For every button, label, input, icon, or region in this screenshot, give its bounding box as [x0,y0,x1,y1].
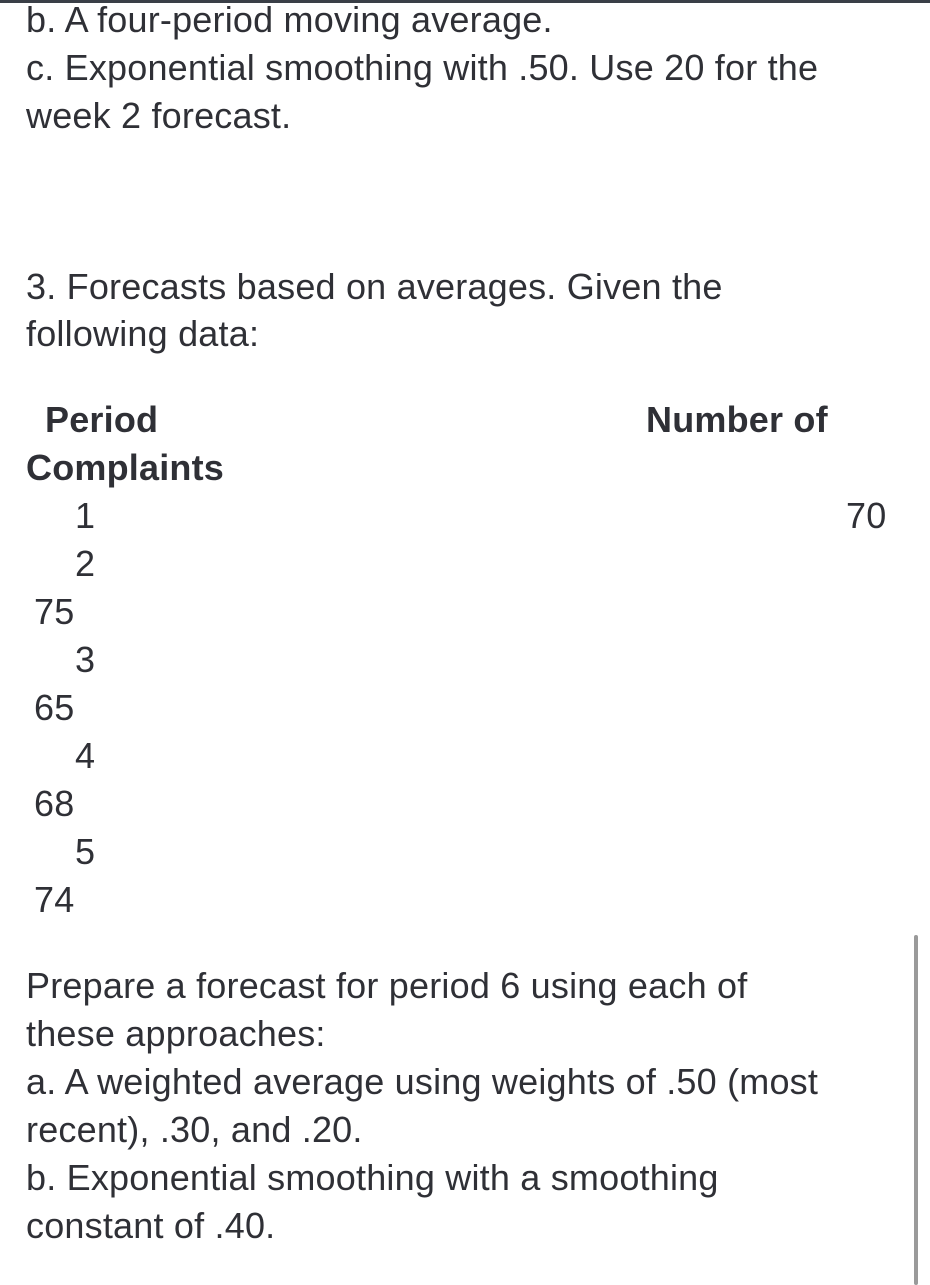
item-c-text-line2: week 2 forecast. [26,95,292,136]
table-cell-period-5: 5 [75,831,96,872]
vertical-scrollbar[interactable] [914,935,918,1285]
table-cell-period-3: 3 [75,639,96,680]
problem-3-intro-line2: following data: [26,313,260,354]
problem-3-intro-line1: 3. Forecasts based on averages. Given the [26,266,723,307]
table-cell-period-2: 2 [75,543,96,584]
table-header-period: Period [45,399,159,440]
table-cell-complaints-3: 65 [34,687,75,728]
instructions-line2: these approaches: [26,1013,326,1054]
table-cell-period-1: 1 [75,495,96,536]
table-cell-period-4: 4 [75,735,96,776]
table-header-number-of: Number of [646,399,828,440]
instruction-a-line2: recent), .30, and .20. [26,1109,363,1150]
item-c-text-line1: c. Exponential smoothing with .50. Use 20 for the [26,47,819,88]
table-cell-complaints-2: 75 [34,591,75,632]
instructions-line1: Prepare a forecast for period 6 using each of [26,965,748,1006]
instruction-a-line1: a. A weighted average using weights of .50 (most [26,1061,819,1102]
table-cell-complaints-4: 68 [34,783,75,824]
table-cell-complaints-5: 74 [34,879,75,920]
item-b-text: b. A four-period moving average. [26,0,553,40]
instruction-b-line1: b. Exponential smoothing with a smoothing [26,1157,719,1198]
table-cell-complaints-1: 70 [846,495,887,536]
table-header-complaints: Complaints [26,447,225,488]
instruction-b-line2: constant of .40. [26,1205,276,1246]
